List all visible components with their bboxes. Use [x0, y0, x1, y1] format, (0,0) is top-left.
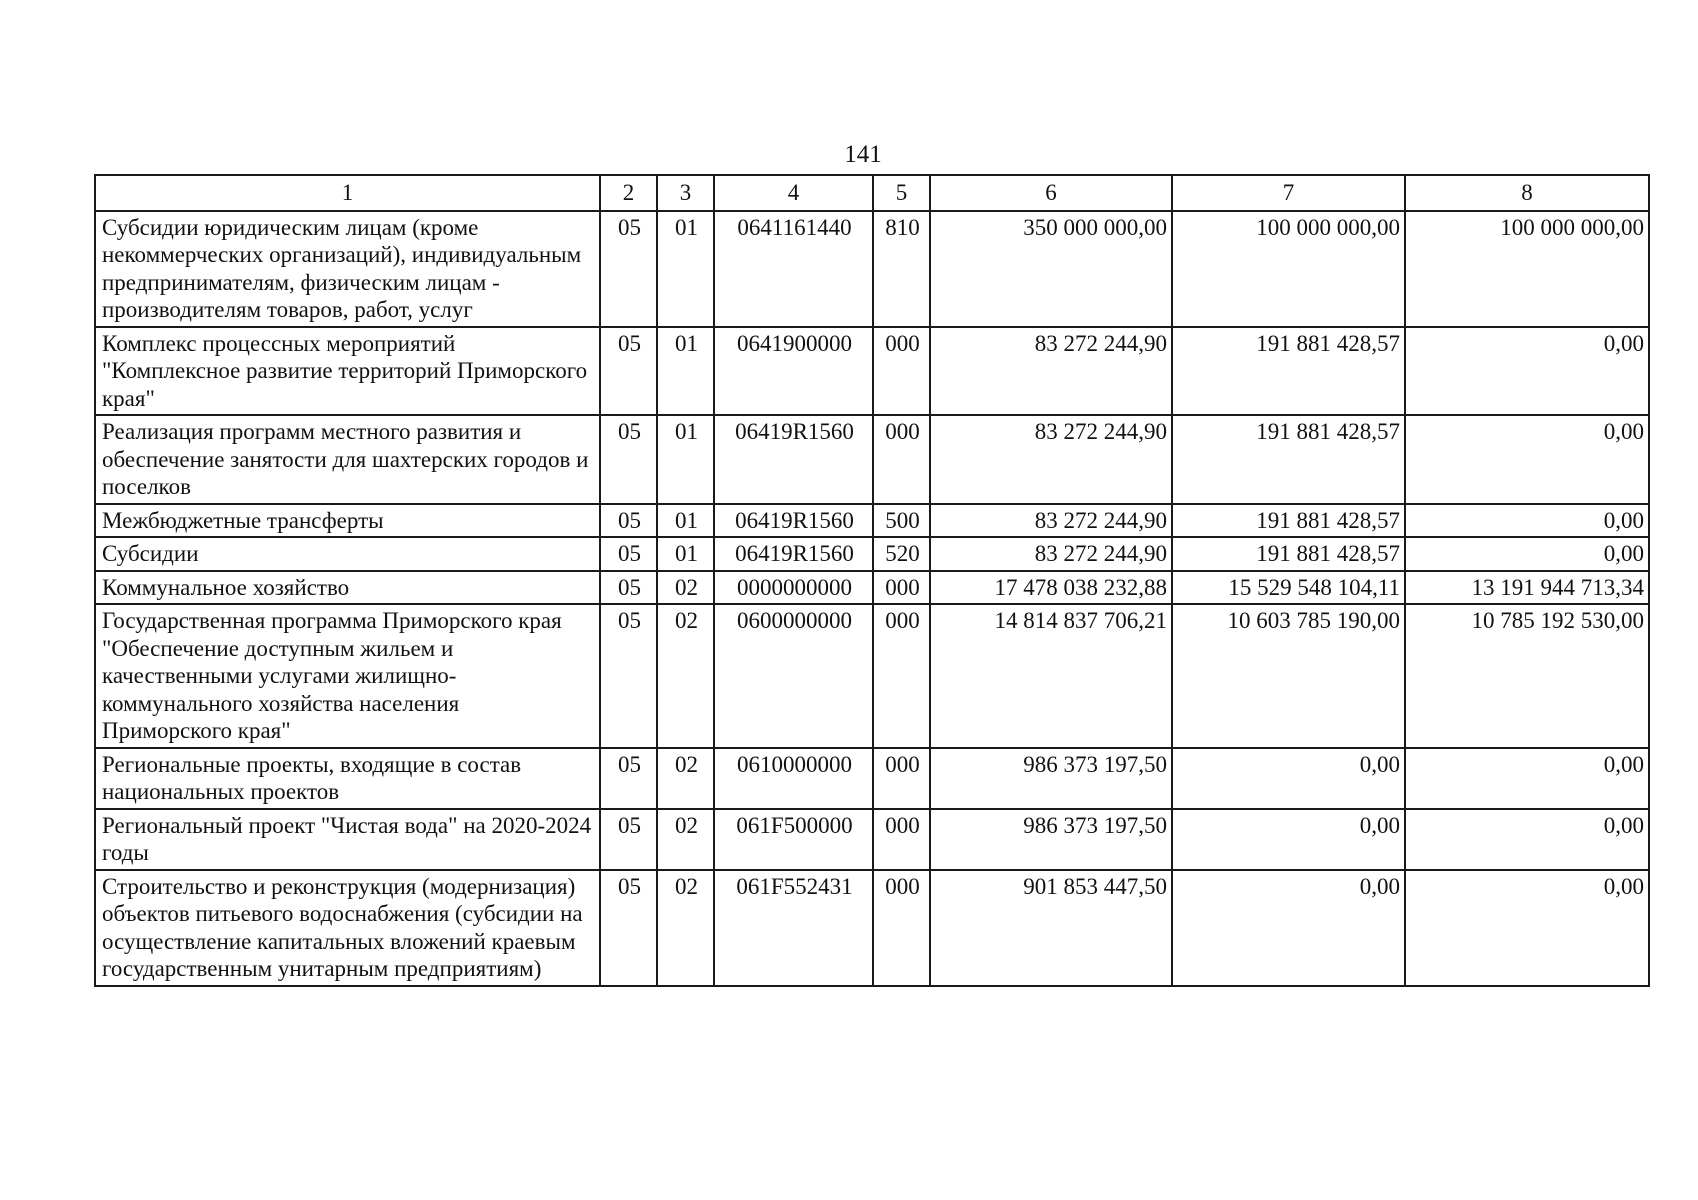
subsection-code-cell: 02	[657, 870, 714, 986]
expense-type-cell: 000	[873, 748, 930, 809]
amount-col6-cell: 350 000 000,00	[930, 211, 1172, 327]
amount-col7-cell: 0,00	[1172, 870, 1405, 986]
amount-col7-cell: 191 881 428,57	[1172, 537, 1405, 571]
table-row	[95, 604, 1649, 748]
table-row	[95, 327, 1649, 416]
amount-col6-cell: 83 272 244,90	[930, 415, 1172, 504]
row-name-cell: Государственная программа Приморского края "Обеспечение доступным жильем и качественными услугами жилищно-коммунального хозяйства населения Приморского края"	[95, 604, 600, 748]
section-code-cell: 05	[600, 809, 657, 870]
section-code-cell: 05	[600, 604, 657, 748]
amount-col6-cell: 986 373 197,50	[930, 809, 1172, 870]
target-article-cell: 0000000000	[714, 571, 873, 605]
amount-col8-cell: 0,00	[1405, 809, 1649, 870]
table-row	[95, 870, 1649, 986]
amount-col8-cell: 13 191 944 713,34	[1405, 571, 1649, 605]
table-row	[95, 809, 1649, 870]
section-code-cell: 05	[600, 504, 657, 538]
amount-col8-cell: 0,00	[1405, 415, 1649, 504]
section-code-cell: 05	[600, 327, 657, 416]
column-header-6: 6	[930, 175, 1172, 211]
amount-col7-cell: 100 000 000,00	[1172, 211, 1405, 327]
amount-col6-cell: 901 853 447,50	[930, 870, 1172, 986]
table-row	[95, 504, 1649, 538]
amount-col7-cell: 191 881 428,57	[1172, 415, 1405, 504]
row-name-cell: Реализация программ местного развития и обеспечение занятости для шахтерских городов и поселков	[95, 415, 600, 504]
column-header-2: 2	[600, 175, 657, 211]
amount-col6-cell: 83 272 244,90	[930, 327, 1172, 416]
amount-col8-cell: 0,00	[1405, 504, 1649, 538]
subsection-code-cell: 02	[657, 809, 714, 870]
target-article-cell: 06419R1560	[714, 537, 873, 571]
target-article-cell: 0641161440	[714, 211, 873, 327]
amount-col7-cell: 0,00	[1172, 748, 1405, 809]
table-row	[95, 748, 1649, 809]
row-name-cell: Коммунальное хозяйство	[95, 571, 600, 605]
table-row	[95, 571, 1649, 605]
target-article-cell: 0610000000	[714, 748, 873, 809]
expense-type-cell: 000	[873, 415, 930, 504]
target-article-cell: 061F500000	[714, 809, 873, 870]
target-article-cell: 06419R1560	[714, 504, 873, 538]
column-header-5: 5	[873, 175, 930, 211]
target-article-cell: 0641900000	[714, 327, 873, 416]
amount-col6-cell: 14 814 837 706,21	[930, 604, 1172, 748]
row-name-cell: Субсидии	[95, 537, 600, 571]
section-code-cell: 05	[600, 211, 657, 327]
amount-col8-cell: 0,00	[1405, 748, 1649, 809]
section-code-cell: 05	[600, 748, 657, 809]
amount-col6-cell: 986 373 197,50	[930, 748, 1172, 809]
header-row	[95, 175, 1649, 211]
expense-type-cell: 810	[873, 211, 930, 327]
row-name-cell: Строительство и реконструкция (модернизация) объектов питьевого водоснабжения (субсидии на осуществление капитальных вложений краевым государственным унитарным предприятиям)	[95, 870, 600, 986]
expense-type-cell: 520	[873, 537, 930, 571]
subsection-code-cell: 01	[657, 211, 714, 327]
table-row	[95, 415, 1649, 504]
expense-type-cell: 000	[873, 327, 930, 416]
subsection-code-cell: 01	[657, 415, 714, 504]
column-header-1: 1	[95, 175, 600, 211]
section-code-cell: 05	[600, 415, 657, 504]
table-row	[95, 537, 1649, 571]
amount-col6-cell: 83 272 244,90	[930, 537, 1172, 571]
subsection-code-cell: 01	[657, 327, 714, 416]
amount-col7-cell: 10 603 785 190,00	[1172, 604, 1405, 748]
target-article-cell: 06419R1560	[714, 415, 873, 504]
subsection-code-cell: 02	[657, 748, 714, 809]
row-name-cell: Комплекс процессных мероприятий "Комплексное развитие территорий Приморского края"	[95, 327, 600, 416]
table-row	[95, 211, 1649, 327]
amount-col7-cell: 15 529 548 104,11	[1172, 571, 1405, 605]
amount-col8-cell: 0,00	[1405, 870, 1649, 986]
section-code-cell: 05	[600, 571, 657, 605]
expense-type-cell: 000	[873, 604, 930, 748]
row-name-cell: Субсидии юридическим лицам (кроме некоммерческих организаций), индивидуальным предпринимателям, физическим лицам - производителям товаров, работ, услуг	[95, 211, 600, 327]
expense-type-cell: 500	[873, 504, 930, 538]
subsection-code-cell: 01	[657, 504, 714, 538]
section-code-cell: 05	[600, 870, 657, 986]
expense-type-cell: 000	[873, 809, 930, 870]
amount-col8-cell: 100 000 000,00	[1405, 211, 1649, 327]
expense-type-cell: 000	[873, 870, 930, 986]
column-header-7: 7	[1172, 175, 1405, 211]
amount-col6-cell: 83 272 244,90	[930, 504, 1172, 538]
target-article-cell: 0600000000	[714, 604, 873, 748]
subsection-code-cell: 02	[657, 571, 714, 605]
amount-col7-cell: 0,00	[1172, 809, 1405, 870]
expense-type-cell: 000	[873, 571, 930, 605]
amount-col6-cell: 17 478 038 232,88	[930, 571, 1172, 605]
column-header-3: 3	[657, 175, 714, 211]
section-code-cell: 05	[600, 537, 657, 571]
budget-table	[94, 174, 1650, 987]
amount-col8-cell: 0,00	[1405, 537, 1649, 571]
column-header-8: 8	[1405, 175, 1649, 211]
target-article-cell: 061F552431	[714, 870, 873, 986]
row-name-cell: Региональные проекты, входящие в состав национальных проектов	[95, 748, 600, 809]
amount-col7-cell: 191 881 428,57	[1172, 327, 1405, 416]
row-name-cell: Межбюджетные трансферты	[95, 504, 600, 538]
subsection-code-cell: 02	[657, 604, 714, 748]
column-header-4: 4	[714, 175, 873, 211]
amount-col8-cell: 10 785 192 530,00	[1405, 604, 1649, 748]
amount-col7-cell: 191 881 428,57	[1172, 504, 1405, 538]
subsection-code-cell: 01	[657, 537, 714, 571]
row-name-cell: Региональный проект "Чистая вода" на 2020-2024 годы	[95, 809, 600, 870]
amount-col8-cell: 0,00	[1405, 327, 1649, 416]
page-number: 141	[844, 141, 882, 168]
